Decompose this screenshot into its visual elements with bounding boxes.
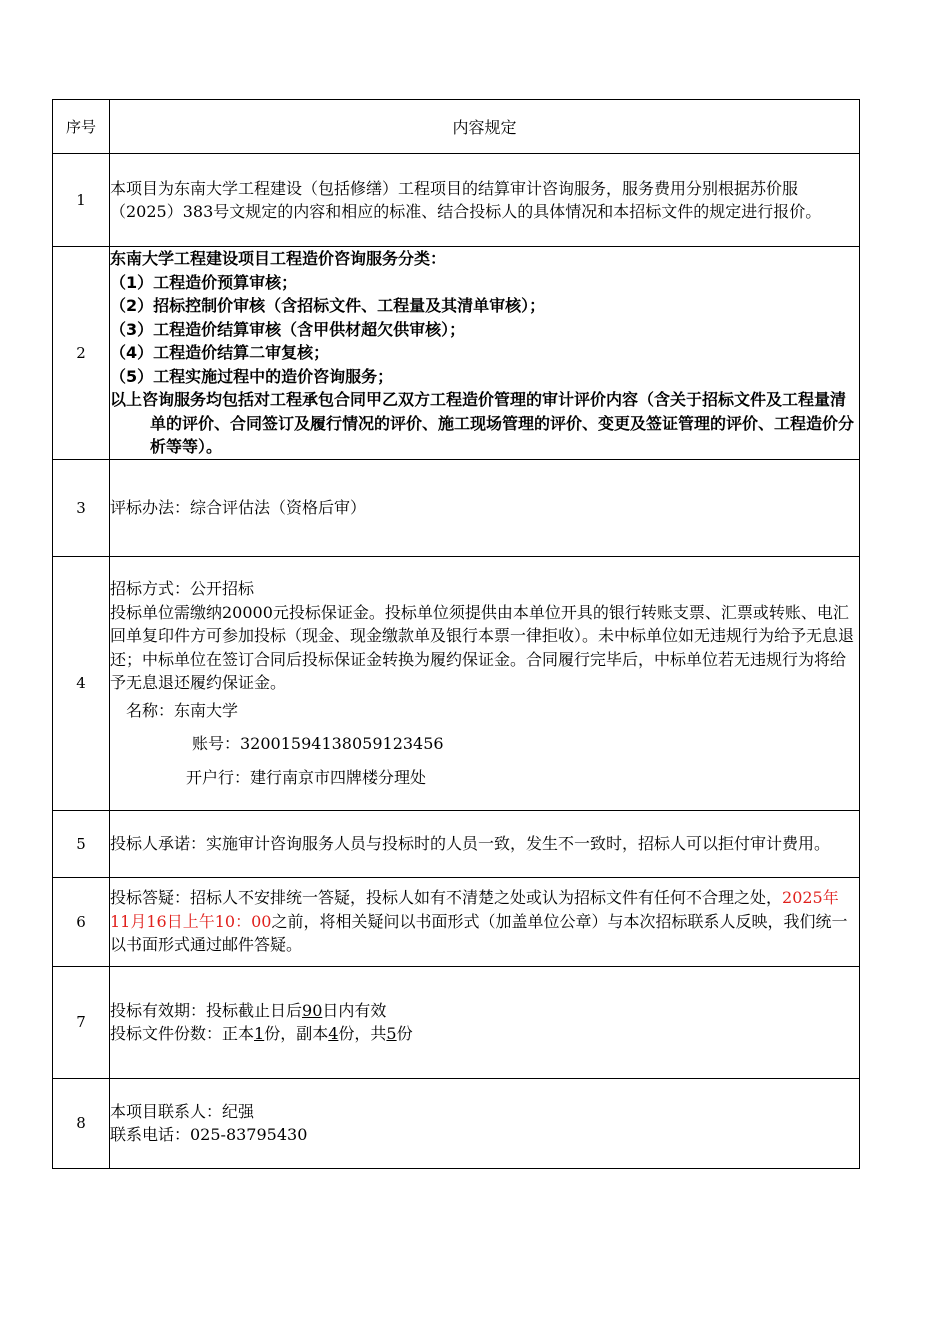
table-row [53,556,860,810]
table-row [53,1078,860,1168]
table-row [53,459,860,556]
row-content [110,810,860,877]
evaluation-method: 评标办法：综合评估法（资格后审） [110,497,367,517]
service-item: （4）工程造价结算二审复核； [110,343,330,362]
copies-suffix: 份 [396,1024,413,1043]
header-content: 内容规定 [110,100,860,154]
service-item: （1）工程造价预算审核； [110,272,298,292]
original-count: 1 [254,1024,265,1043]
table-row [53,154,860,247]
contact-person: 本项目联系人：纪强 [110,1101,255,1121]
service-item: （2）招标控制价审核（含招标文件、工程量及其清单审核）； [110,296,546,315]
clarification-text: 之前，将相关疑问以书面形式（加盖单位公章）与本次招标联系人反映，我们统一以书面形式通过邮件答疑。 [110,911,848,955]
account-number: 账号：32001594138059123456 [192,734,444,753]
row-number: 6 [53,877,110,966]
service-category-title: 东南大学工程建设项目工程造价咨询服务分类： [110,249,447,268]
account-name: 名称：东南大学 [126,700,239,720]
row-number: 7 [53,966,110,1078]
staff-commitment: 投标人承诺：实施审计咨询服务人员与投标时的人员一致，发生不一致时，招标人可以拒付审计费用。 [110,833,831,853]
validity-suffix: 日内有效 [322,1000,387,1020]
contact-phone: 联系电话：025-83795430 [110,1125,308,1144]
row-number: 2 [53,247,110,460]
header-serial-number: 序号 [53,100,110,154]
clarification-text: 投标答疑：招标人不安排统一答疑，投标人如有不清楚之处或认为招标文件有任何不合理之处， [110,888,783,908]
total-count: 5 [386,1024,397,1043]
tender-method: 招标方式：公开招标 [110,579,255,598]
row-number: 1 [53,154,110,247]
copies-text: 份，共 [338,1024,387,1043]
row-content [110,154,860,247]
service-description: 本项目为东南大学工程建设（包括修缮）工程项目的结算审计咨询服务，服务费用分别根据苏价服（2025）383号文规定的内容和相应的标准、结合投标人的具体情况和本招标文件的规定进行报价。 [110,178,822,221]
clarification-deadline: 2025年11月16日上午10：00 [110,888,839,931]
table-row [53,966,860,1078]
row-content [110,1078,860,1168]
row-content [110,247,860,460]
copies-text: 份，副本 [264,1024,329,1043]
validity-label: 投标有效期：投标截止日后 [110,1000,303,1020]
service-item: （5）工程实施过程中的造价咨询服务； [110,366,394,386]
row-number: 8 [53,1078,110,1168]
table-row [53,877,860,966]
clarification-terms [110,886,859,957]
row-content [110,556,860,810]
service-note: 以上咨询服务均包括对工程承包合同甲乙双方工程造价管理的审计评价内容（含关于招标文件及工程量清单的评价、合同签订及履行情况的评价、施工现场管理的评价、变更及签证管理的评价、工程造价分析等等）。 [110,390,855,456]
requirements-table [52,99,860,1169]
row-number: 3 [53,459,110,556]
row-content [110,966,860,1078]
row-content [110,877,860,966]
duplicate-count: 4 [328,1024,339,1043]
row-content [110,459,860,556]
bank-name: 开户行：建行南京市四牌楼分理处 [186,767,427,787]
row-number: 4 [53,556,110,810]
bid-validity [110,999,859,1023]
service-item: （3）工程造价结算审核（含甲供材超欠供审核）； [110,319,466,339]
table-header-row [53,100,860,154]
bid-copies [110,1022,859,1046]
deposit-terms: 投标单位需缴纳20000元投标保证金。投标单位须提供由本单位开具的银行转账支票、汇票或转账、电汇回单复印件方可参加投标（现金、现金缴款单及银行本票一律拒收）。未中标单位如无违规行为给予无息退还；中标单位在签订合同后投标保证金转换为履约保证金。合同履行完毕后，中标单位若无违规行为将给予无息退还履约保证金。 [110,602,855,692]
table-row [53,247,860,460]
row-number: 5 [53,810,110,877]
copies-label: 投标文件份数：正本 [110,1024,255,1043]
validity-days: 90 [302,1000,323,1020]
table-row [53,810,860,877]
